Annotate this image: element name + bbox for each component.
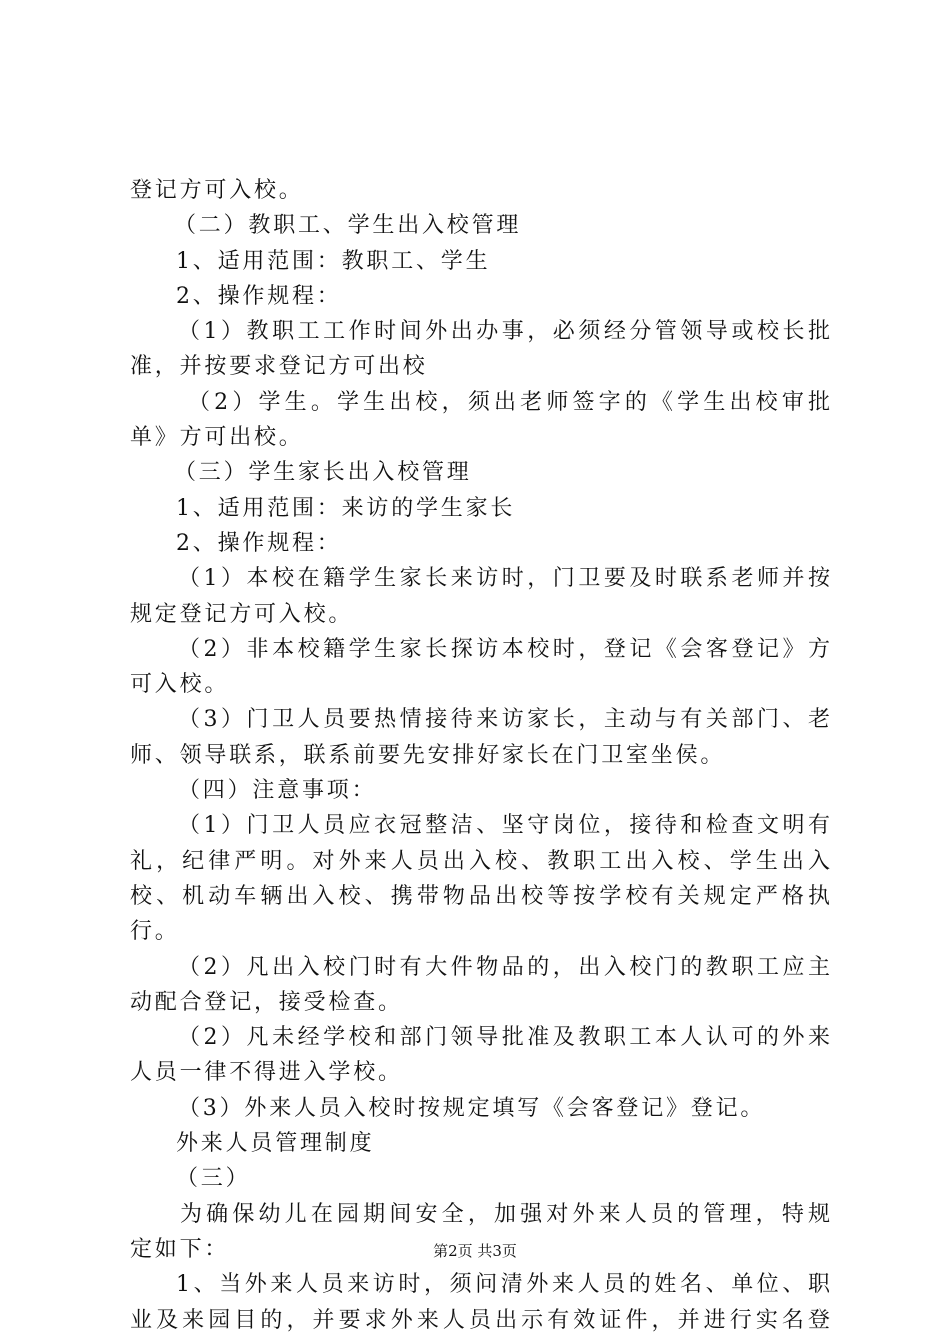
text-line: （2）非本校籍学生家长探访本校时，登记《会客登记》方 bbox=[178, 636, 830, 662]
text-line: 可入校。 bbox=[130, 672, 230, 698]
text-line: 外来人员管理制度 bbox=[176, 1131, 375, 1157]
text-line: （2）凡出入校门时有大件物品的，出入校门的教职工应主 bbox=[178, 954, 830, 980]
text-line: 师、领导联系，联系前要先安排好家长在门卫室坐侯。 bbox=[130, 742, 726, 768]
text-line: 准，并按要求登记方可出校 bbox=[130, 354, 428, 380]
text-line: （3）外来人员入校时按规定填写《会客登记》登记。 bbox=[178, 1095, 766, 1121]
text-line: （1）本校在籍学生家长来访时，门卫要及时联系老师并按 bbox=[178, 566, 830, 592]
text-line: 动配合登记，接受检查。 bbox=[130, 989, 403, 1015]
text-line: 定如下： bbox=[130, 1236, 230, 1262]
text-line: 业及来园目的，并要求外来人员出示有效证件，并进行实名登 bbox=[130, 1307, 830, 1333]
text-line: 礼，纪律严明。对外来人员出入校、教职工出入校、学生出入 bbox=[130, 848, 830, 874]
text-line: 人员一律不得进入学校。 bbox=[130, 1060, 403, 1086]
text-line: 登记方可入校。 bbox=[130, 178, 304, 203]
text-line: 2、操作规程： bbox=[176, 283, 342, 309]
text-line: 2、操作规程： bbox=[176, 530, 342, 556]
text-line: （三）学生家长出入校管理 bbox=[174, 460, 472, 486]
page-footer: 第2页 共3页 bbox=[433, 1242, 517, 1260]
text-line: （三） bbox=[176, 1166, 251, 1192]
text-line: 校、机动车辆出入校、携带物品出校等按学校有关规定严格执 bbox=[130, 883, 830, 909]
text-line: 1、当外来人员来访时，须问清外来人员的姓名、单位、职 bbox=[176, 1272, 830, 1298]
text-line: 1、适用范围：来访的学生家长 bbox=[176, 495, 516, 521]
text-line: （2）学生。学生出校，须出老师签字的《学生出校审批 bbox=[188, 389, 830, 415]
text-line: 规定登记方可入校。 bbox=[130, 601, 354, 627]
text-line: 1、适用范围：教职工、学生 bbox=[176, 248, 491, 274]
text-line: 为确保幼儿在园期间安全，加强对外来人员的管理，特规 bbox=[180, 1201, 830, 1227]
text-line: 单》方可出校。 bbox=[130, 425, 304, 451]
text-line: （2）凡未经学校和部门领导批准及教职工本人认可的外来 bbox=[178, 1025, 830, 1051]
text-line: 行。 bbox=[130, 919, 180, 945]
document-body bbox=[130, 173, 830, 1338]
text-line: （二）教职工、学生出入校管理 bbox=[174, 213, 522, 239]
text-line: （3）门卫人员要热情接待来访家长，主动与有关部门、老 bbox=[178, 707, 830, 733]
text-line: （1）门卫人员应衣冠整洁、坚守岗位，接待和检查文明有 bbox=[178, 813, 830, 839]
text-line: （四）注意事项： bbox=[178, 778, 377, 804]
text-line: （1）教职工工作时间外出办事，必须经分管领导或校长批 bbox=[178, 319, 830, 345]
